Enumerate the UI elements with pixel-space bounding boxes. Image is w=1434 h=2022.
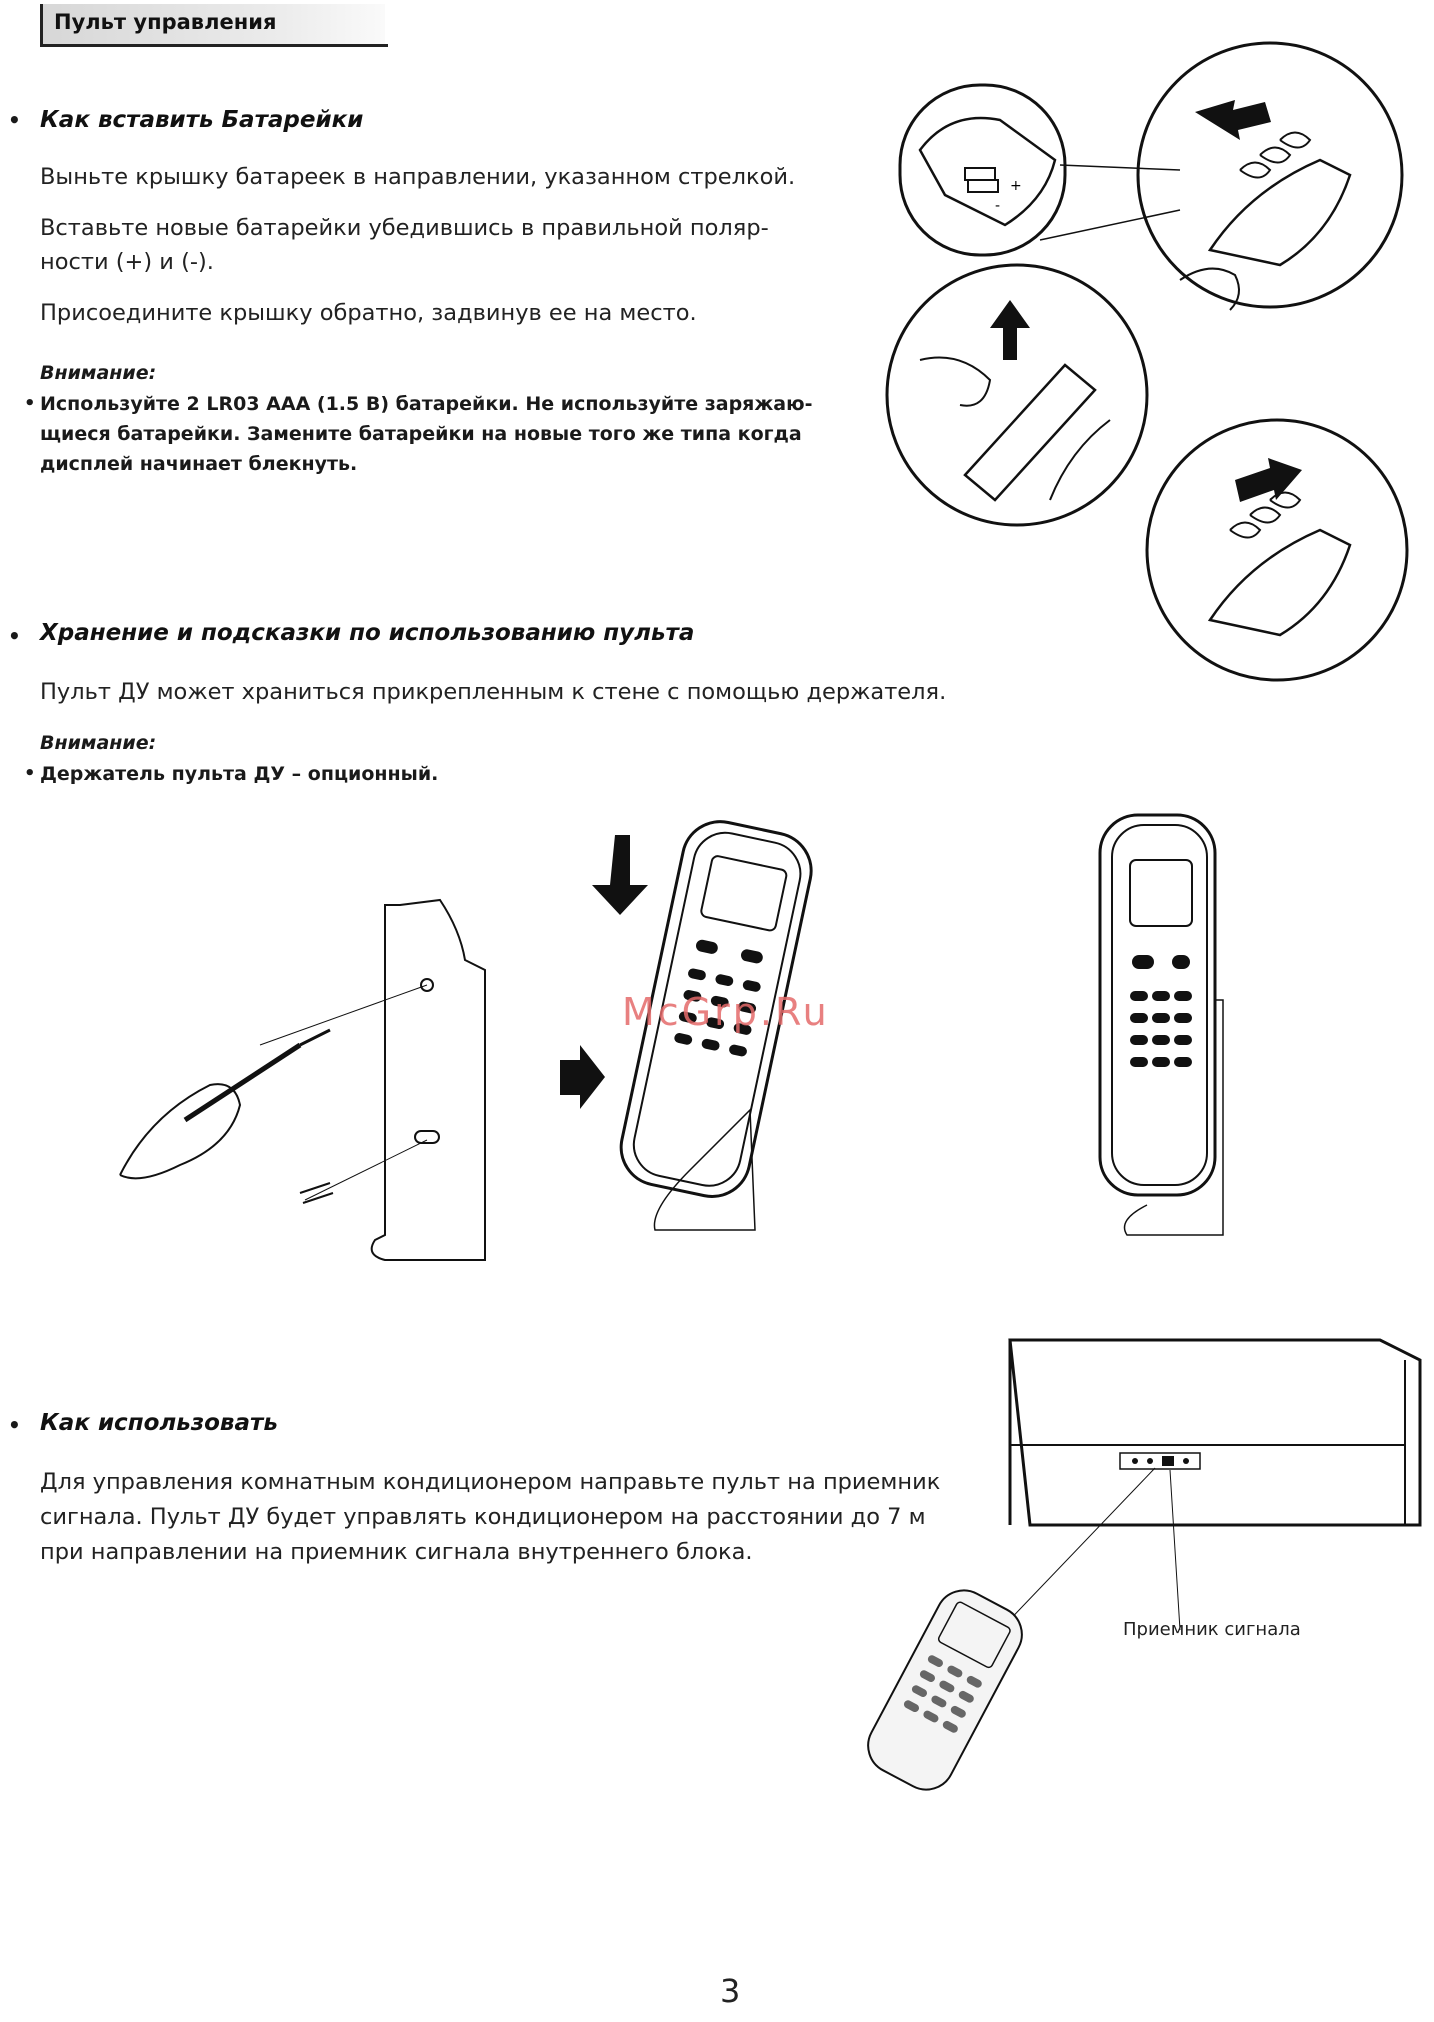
- warning-bullet: •: [24, 763, 36, 784]
- battery-compartment-inset: [900, 85, 1065, 255]
- illustration-circle: [1138, 43, 1402, 307]
- page-header-underline: [40, 44, 388, 47]
- section-title-storage: Хранение и подсказки по использованию пульта: [40, 620, 695, 646]
- arrow-right-icon: [560, 1045, 605, 1109]
- section-bullet: •: [8, 108, 21, 132]
- arrow-down-icon: [592, 835, 648, 915]
- section-title-batteries: Как вставить Батарейки: [40, 107, 364, 133]
- section-bullet: •: [8, 624, 21, 648]
- section-bullet: •: [8, 1413, 21, 1437]
- paragraph: Выньте крышку батареек в направлении, указанном стрелкой.: [40, 164, 796, 190]
- warning-text: Держатель пульта ДУ – опционный.: [40, 763, 439, 785]
- indoor-unit: [1010, 1340, 1420, 1525]
- paragraph: сигнала. Пульт ДУ будет управлять кондиционером на расстоянии до 7 м: [40, 1504, 926, 1530]
- receiver-label: Приемник сигнала: [1123, 1619, 1301, 1640]
- warning-text: Используйте 2 LR03 AAA (1.5 В) батарейки. Не используйте заряжаю-: [40, 393, 813, 415]
- paragraph: Присоедините крышку обратно, задвинув ее на место.: [40, 300, 697, 326]
- paragraph: Вставьте новые батарейки убедившись в правильной поляр-: [40, 215, 769, 241]
- watermark: McGrp.Ru: [622, 990, 830, 1034]
- paragraph: при направлении на приемник сигнала внутреннего блока.: [40, 1539, 753, 1565]
- page-number: 3: [720, 1972, 741, 2010]
- arrow-up-icon: [990, 300, 1030, 360]
- section-title-how-to-use: Как использовать: [40, 1410, 278, 1436]
- holder-illustration: [60, 815, 1290, 1265]
- screw-icon: [300, 1140, 427, 1203]
- warning-bullet: •: [24, 393, 36, 414]
- warning-title: Внимание:: [40, 362, 157, 384]
- ac-unit-illustration: [850, 1330, 1430, 1790]
- battery-illustration: [880, 60, 1400, 680]
- remote-pointing: [858, 1581, 1031, 1800]
- plus-polarity-label: +: [1010, 178, 1022, 194]
- screwdriver-icon: [120, 985, 427, 1178]
- warning-title: Внимание:: [40, 732, 157, 754]
- warning-text: дисплей начинает блекнуть.: [40, 453, 358, 475]
- wall-holder: [372, 900, 485, 1260]
- warning-text: щиеся батарейки. Замените батарейки на новые того же типа когда: [40, 423, 802, 445]
- page-title: Пульт управления: [54, 10, 277, 34]
- paragraph: ности (+) и (-).: [40, 249, 214, 275]
- arrow-left-icon: [1195, 100, 1271, 140]
- paragraph: Пульт ДУ может храниться прикрепленным к стене с помощью держателя.: [40, 679, 947, 705]
- remote-in-holder-upright: [1100, 815, 1223, 1235]
- illustration-circle: [887, 265, 1147, 525]
- arrow-right-icon: [1235, 458, 1302, 502]
- minus-polarity-label: -: [995, 198, 1001, 214]
- paragraph: Для управления комнатным кондиционером направьте пульт на приемник: [40, 1469, 941, 1495]
- illustration-circle: [1147, 420, 1407, 680]
